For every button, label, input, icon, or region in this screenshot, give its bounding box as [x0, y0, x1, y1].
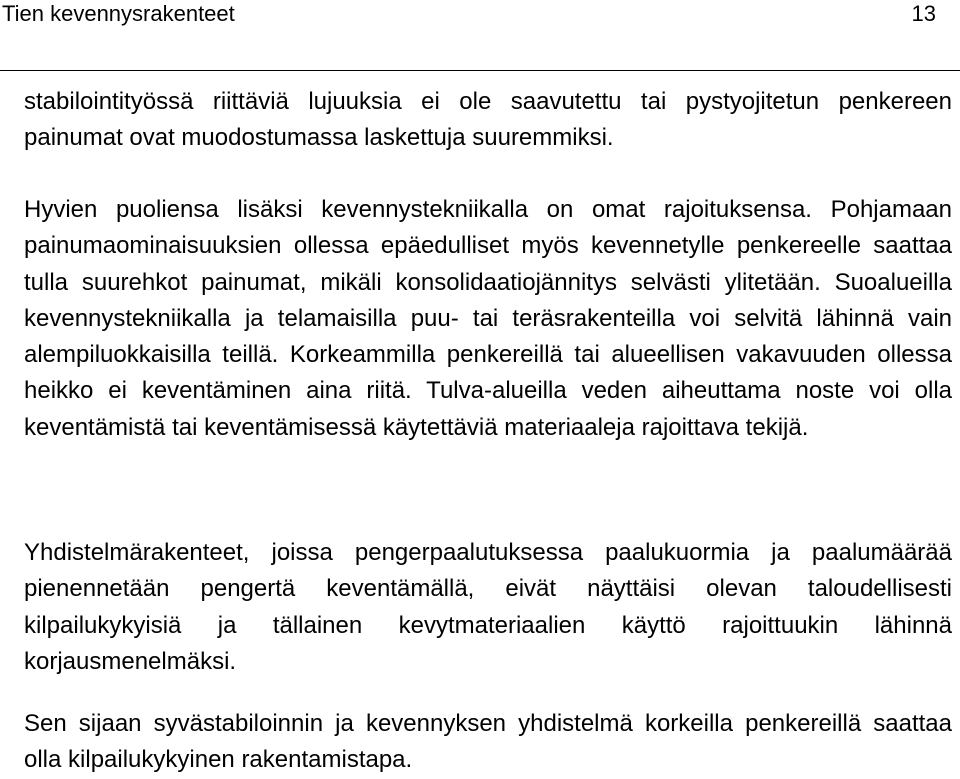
page-header [0, 0, 950, 28]
page-number: 13 [911, 1, 936, 26]
paragraph-2: Hyvien puoliensa lisäksi kevennystekniikalla on omat rajoituksensa. Pohjamaan painumaominaisuuksien ollessa epäedulliset myös kevennetylle penkereelle saattaa tulla suurehkot painumat, mikäli konsolidaatiojännitys selvästi ylitetään. Suoalueilla kevennystekniikalla ja telamaisilla puu- tai teräsrakenteilla voi selvitä lähinnä vain alempiluokkaisilla teillä. Korkeammilla penkereillä tai alueellisen vakavuuden ollessa heikko ei keventäminen aina riitä. Tulva-alueilla veden aiheuttama noste voi olla keventämistä tai keventämisessä käytettäviä materiaaleja rajoittava tekijä. [24, 196, 952, 441]
running-title: Tien kevennysrakenteet [2, 1, 235, 26]
header-divider [0, 70, 960, 71]
paragraph-4: Sen sijaan syvästabiloinnin ja kevennyksen yhdistelmä korkeilla penkereillä saattaa olla kilpailukykyinen rakentamistapa. [24, 710, 952, 774]
paragraph-1: stabilointityössä riittäviä lujuuksia ei ole saavutettu tai pystyojitetun penkereen painumat ovat muodostumassa laskettuja suuremmiksi. [24, 88, 952, 152]
paragraph-3: Yhdistelmärakenteet, joissa pengerpaalutuksessa paalukuormia ja paalumäärää pienennetään pengertä keventämällä, eivät näyttäisi olevan taloudellisesti kilpailukykyisiä ja tällainen kevytmateriaalien käyttö rajoittuukin lähinnä korjausmenelmäksi. [24, 539, 952, 675]
